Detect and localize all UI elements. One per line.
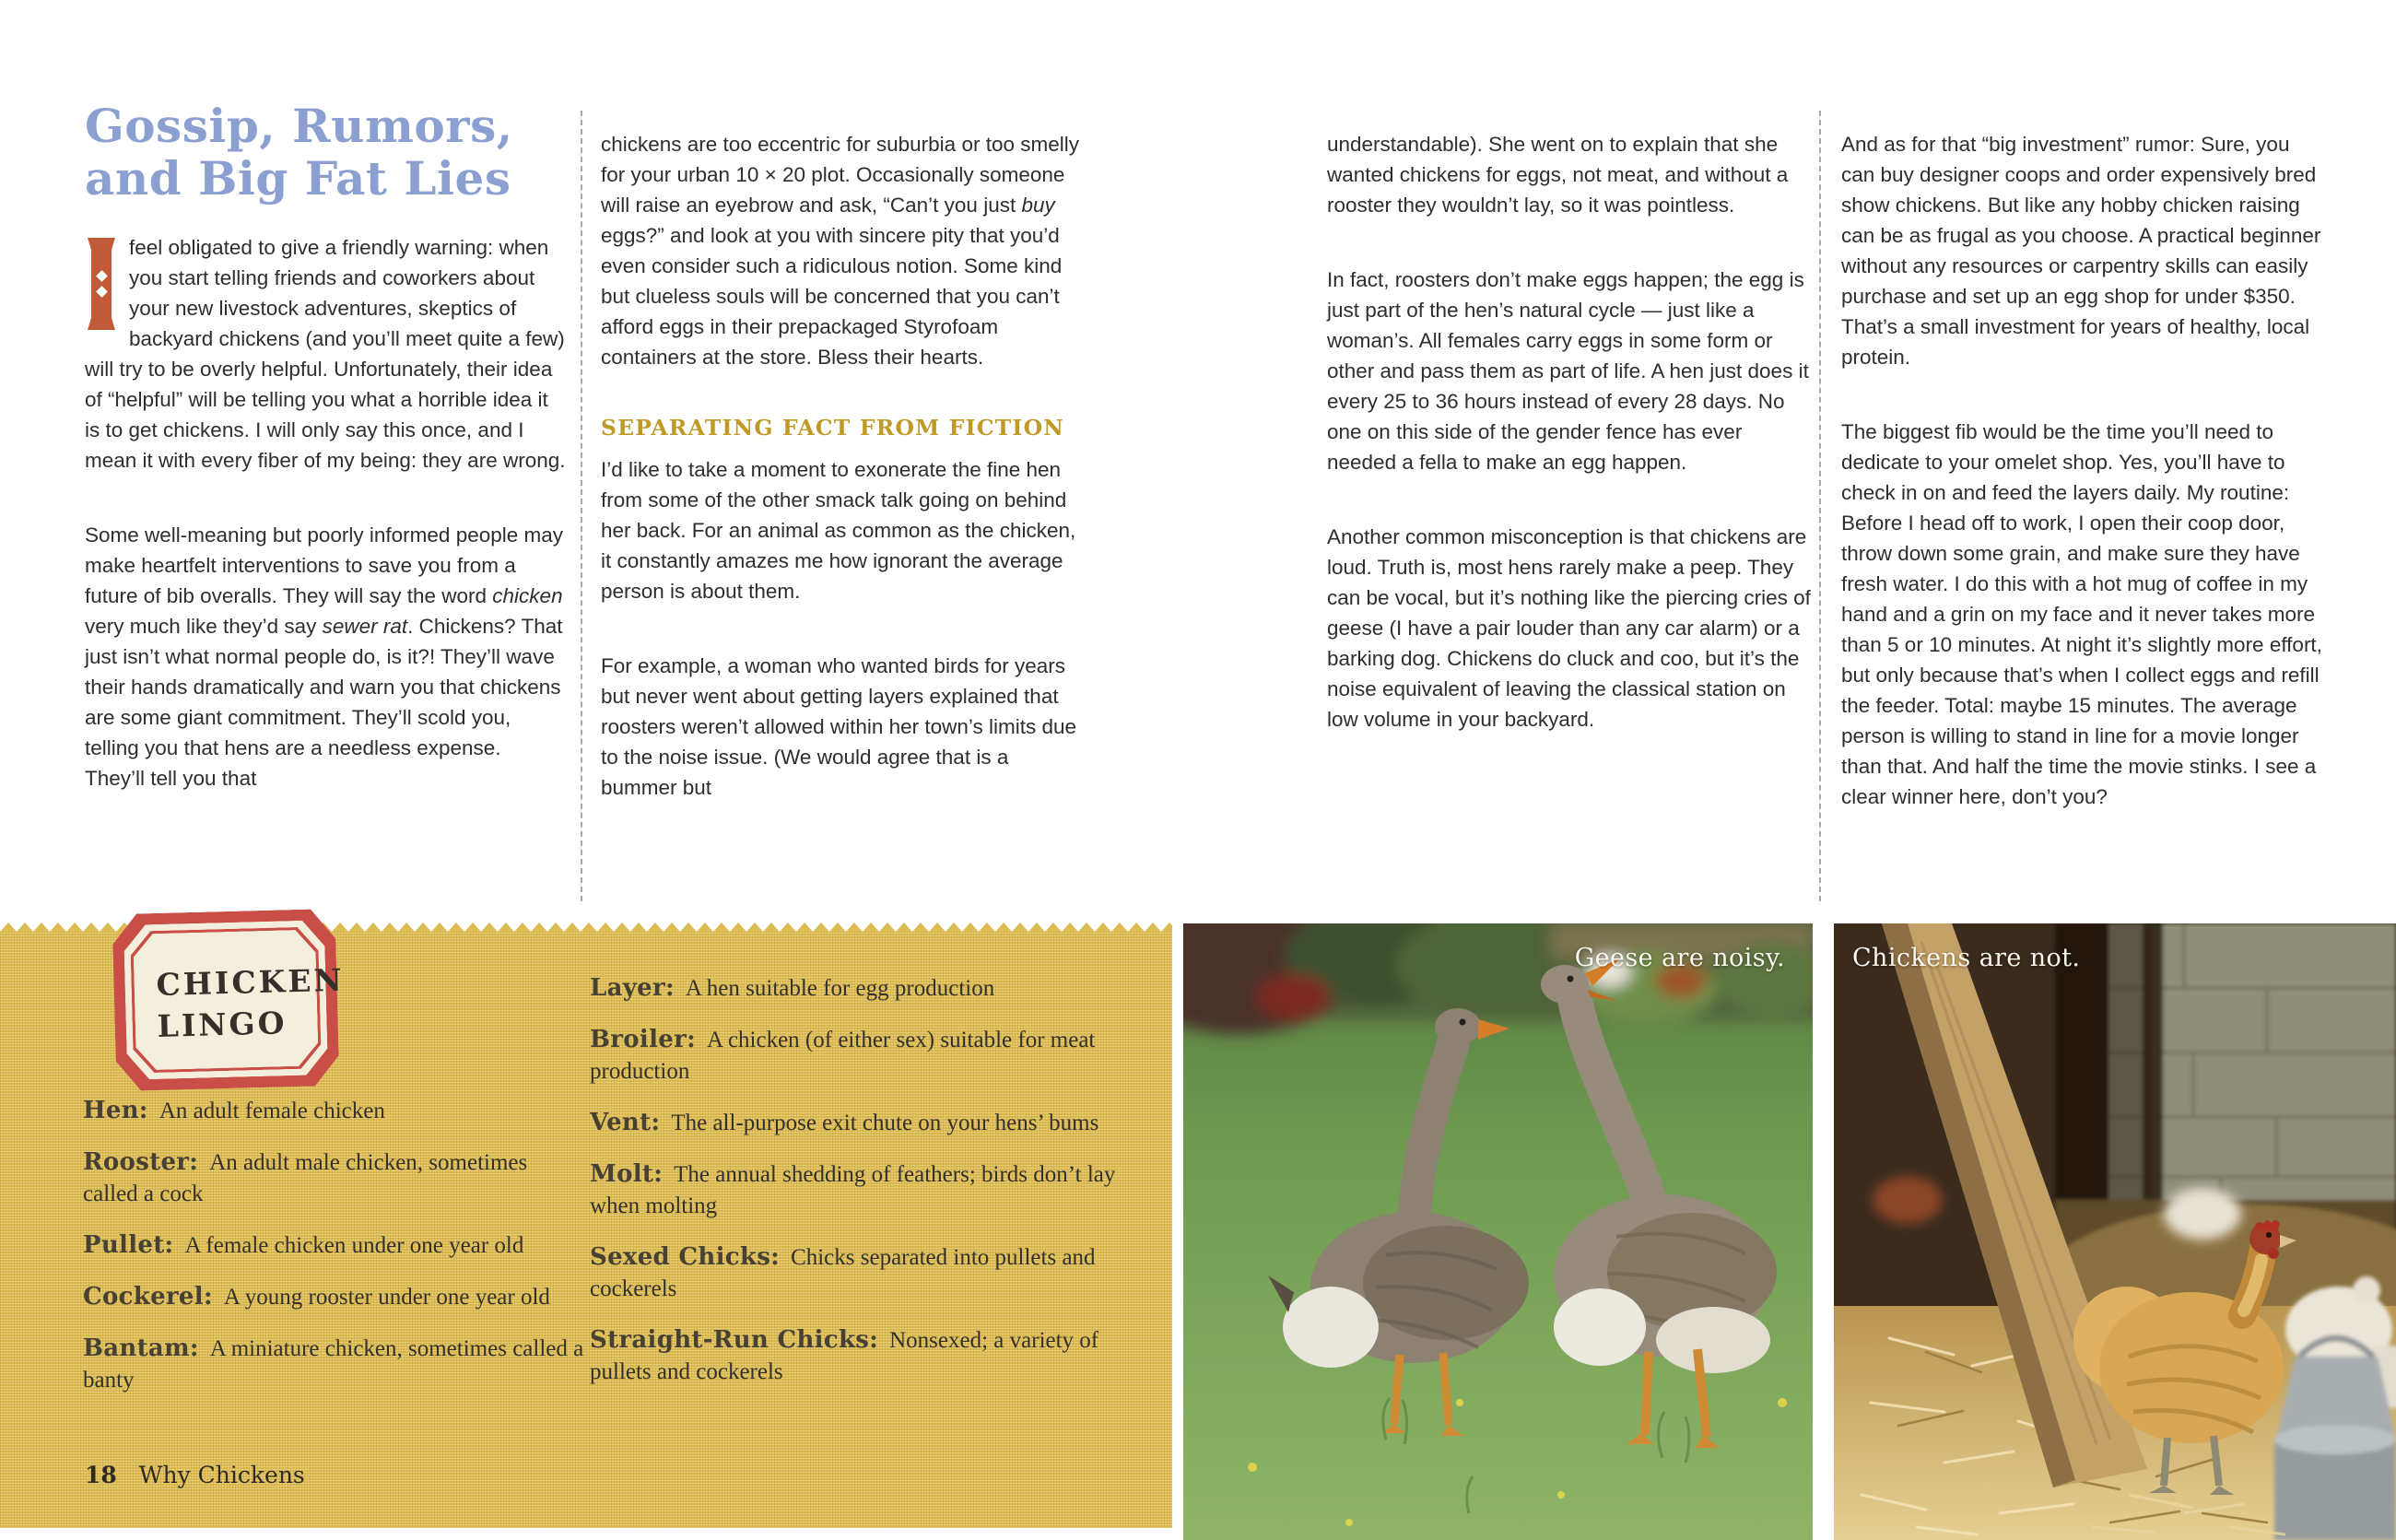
lingo-term: Layer:: [590, 974, 675, 1002]
paragraph: understandable). She went on to explain that she wanted chickens for eggs, not meat, and without a rooster they wouldn’t lay, so it was pointless.: [1327, 133, 1789, 217]
column-divider-right: [1819, 111, 1821, 901]
chapter-name: Why Chickens: [138, 1462, 305, 1488]
lingo-item-rooster: [83, 1146, 588, 1210]
lingo-item-hen: [83, 1095, 588, 1127]
lingo-item-molt: [590, 1158, 1122, 1222]
lingo-item-pullet: [83, 1229, 588, 1262]
lingo-definition: An adult male chicken, sometimes called a cock: [83, 1150, 528, 1206]
metal-feeder: [2274, 1338, 2396, 1540]
lingo-term: Molt:: [590, 1160, 664, 1188]
page-footer: [85, 1462, 305, 1488]
page-title-line2: and Big Fat Lies: [85, 151, 511, 206]
badge-title: [112, 909, 346, 1091]
geese-caption: Geese are noisy.: [1574, 944, 1785, 972]
lingo-term: Pullet:: [83, 1231, 174, 1259]
chickens-caption: Chickens are not.: [1852, 944, 2081, 972]
lingo-term: Hen:: [83, 1097, 148, 1124]
lingo-item-layer: [590, 972, 1122, 1005]
paragraph: Another common misconception is that chickens are loud. Truth is, most hens rarely make a peep. They can be vocal, but it’s nothing like the piercing cries of geese (I have a pair louder than any car alarm) or a barking dog. Chickens do cluck and coo, but it’s the noise equivalent of leaving the classical station on low volume in your backyard.: [1327, 525, 1811, 731]
paragraph: The biggest fib would be the time you’ll need to dedicate to your omelet shop. Yes, you’ll have to check in on and feed the layers daily. My routine: Before I head off to work, I open their coop door, throw down some grain, and make sure they have fresh water. I do this with a hot mug of coffee in my hand and a grin on my face and it never takes more than 5 or 10 minutes. At night it’s slightly more effort, but only because that’s when I collect eggs and refill the feeder. Total: maybe 15 minutes. The average person is willing to stand in line for a movie longer than that. And half the time the movie stinks. I see a clear winner here, don’t you?: [1841, 420, 2322, 808]
lingo-term: Broiler:: [590, 1026, 697, 1053]
page-number: 18: [85, 1462, 117, 1488]
lingo-term: Vent:: [590, 1109, 661, 1136]
lingo-definition: A young rooster under one year old: [223, 1285, 550, 1310]
blurred-farmyard-background: [1183, 923, 1813, 1034]
lingo-item-sexed-chicks: [590, 1241, 1122, 1305]
lingo-definition: A miniature chicken, sometimes called a banty: [83, 1336, 584, 1393]
geese-photo: [1183, 923, 1813, 1540]
chicken-lingo-badge: [112, 909, 346, 1091]
body-text: feel obligated to give a friendly warning: when you start telling friends and coworkers about your new livestock adventures, skeptics of backyard chickens (and you’ll meet quite a few) will try to be overly helpful. Unfortunately, their idea of “helpful” will be telling you what a horrible idea it is to get chickens. I will only say this once, and I mean it with every fiber of my being: they are wrong.: [85, 236, 566, 472]
paragraph: And as for that “big investment” rumor: Sure, you can buy designer coops and order expensively bred show chickens. But like any hobby chicken raising can be as frugal as you choose. A practical beginner without any resources or carpentry skills can easily purchase and set up an egg shop for under $350. That’s a small investment for years of healthy, local protein.: [1841, 133, 2321, 369]
chicken-lingo-panel: [0, 932, 1172, 1528]
page-title-line1: Gossip, Rumors,: [85, 99, 513, 153]
paragraph: I’d like to take a moment to exonerate the fine hen from some of the other smack talk going on behind her back. For an animal as common as the chicken, it constantly amazes me how ignorant the average person is about them.: [601, 458, 1076, 603]
badge-title-line1: CHICKEN: [156, 961, 346, 1003]
article-column-1: [85, 232, 566, 794]
paragraph: Some well-meaning but poorly informed people may make heartfelt interventions to save you from a future of bib overalls. They will say the word chicken very much like they’d say sewer rat. Chickens? That just isn’t what normal people do, is it?! They’ll wave their hands dramatically and warn you that chickens are some giant commitment. They’ll scold you, telling you that hens are a needless expense. They’ll tell you that: [85, 523, 564, 790]
column-divider-left: [581, 111, 582, 901]
chickens-photo-illustration: [1834, 923, 2396, 1540]
dropcap-letter-i: [85, 238, 118, 330]
lingo-definition: Chicks separated into pullets and cockerels: [590, 1245, 1096, 1301]
lingo-item-bantam: [83, 1333, 588, 1396]
lingo-item-cockerel: [83, 1281, 588, 1313]
lingo-definition: A hen suitable for egg production: [685, 976, 995, 1001]
page-title: [85, 100, 513, 205]
dropcap-i-glyph: [85, 238, 118, 330]
article-column-2: [601, 129, 1082, 803]
lingo-item-straight-run-chicks: [590, 1324, 1122, 1388]
article-column-3: [1327, 129, 1811, 735]
lingo-definition: A chicken (of either sex) suitable for meat production: [590, 1028, 1096, 1084]
section-subhead: SEPARATING FACT FROM FICTION: [601, 415, 1064, 441]
chickens-photo: [1834, 923, 2396, 1540]
lingo-definition: The annual shedding of feathers; birds don’t lay when molting: [590, 1162, 1116, 1218]
lingo-term: Cockerel:: [83, 1283, 213, 1311]
paragraph: [85, 232, 566, 476]
lingo-definition: The all-purpose exit chute on your hens’ bums: [671, 1111, 1099, 1135]
lingo-definition: A female chicken under one year old: [184, 1233, 524, 1258]
paragraph: For example, a woman who wanted birds for years but never went about getting layers explained that roosters weren’t allowed within her town’s limits due to the noise issue. (We would agree that is a bummer but: [601, 654, 1077, 799]
lingo-definition: Nonsexed; a variety of pullets and cockerels: [590, 1328, 1099, 1384]
article-column-4: [1841, 129, 2324, 812]
lingo-definitions-right: [590, 972, 1122, 1407]
lingo-item-broiler: [590, 1024, 1122, 1087]
lingo-term: Sexed Chicks:: [590, 1243, 781, 1271]
lingo-definitions-left: [83, 1095, 588, 1416]
lingo-item-vent: [590, 1107, 1122, 1139]
paragraph: In fact, roosters don’t make eggs happen; the egg is just part of the hen’s natural cycle — just like a woman’s. All females carry eggs in some form or other and pass them as part of life. A hen just does it every 25 to 36 hours instead of every 28 days. No one on this side of the gender fence has ever needed a fella to make an egg happen.: [1327, 268, 1809, 474]
lingo-term: Rooster:: [83, 1148, 199, 1176]
geese-photo-illustration: [1183, 923, 1813, 1540]
lingo-term: Straight-Run Chicks:: [590, 1326, 879, 1354]
lingo-term: Bantam:: [83, 1334, 199, 1362]
lingo-definition: An adult female chicken: [159, 1099, 385, 1123]
badge-title-line2: LINGO: [157, 1005, 288, 1044]
paragraph: chickens are too eccentric for suburbia or too smelly for your urban 10 × 20 plot. Occasionally someone will raise an eyebrow and ask, “Can’t you just buy eggs?” and look at you with sincere pity that you’d even consider such a ridiculous notion. Some kind but clueless souls will be concerned that you can’t afford eggs in their prepackaged Styrofoam containers at the store. Bless their hearts.: [601, 133, 1079, 369]
